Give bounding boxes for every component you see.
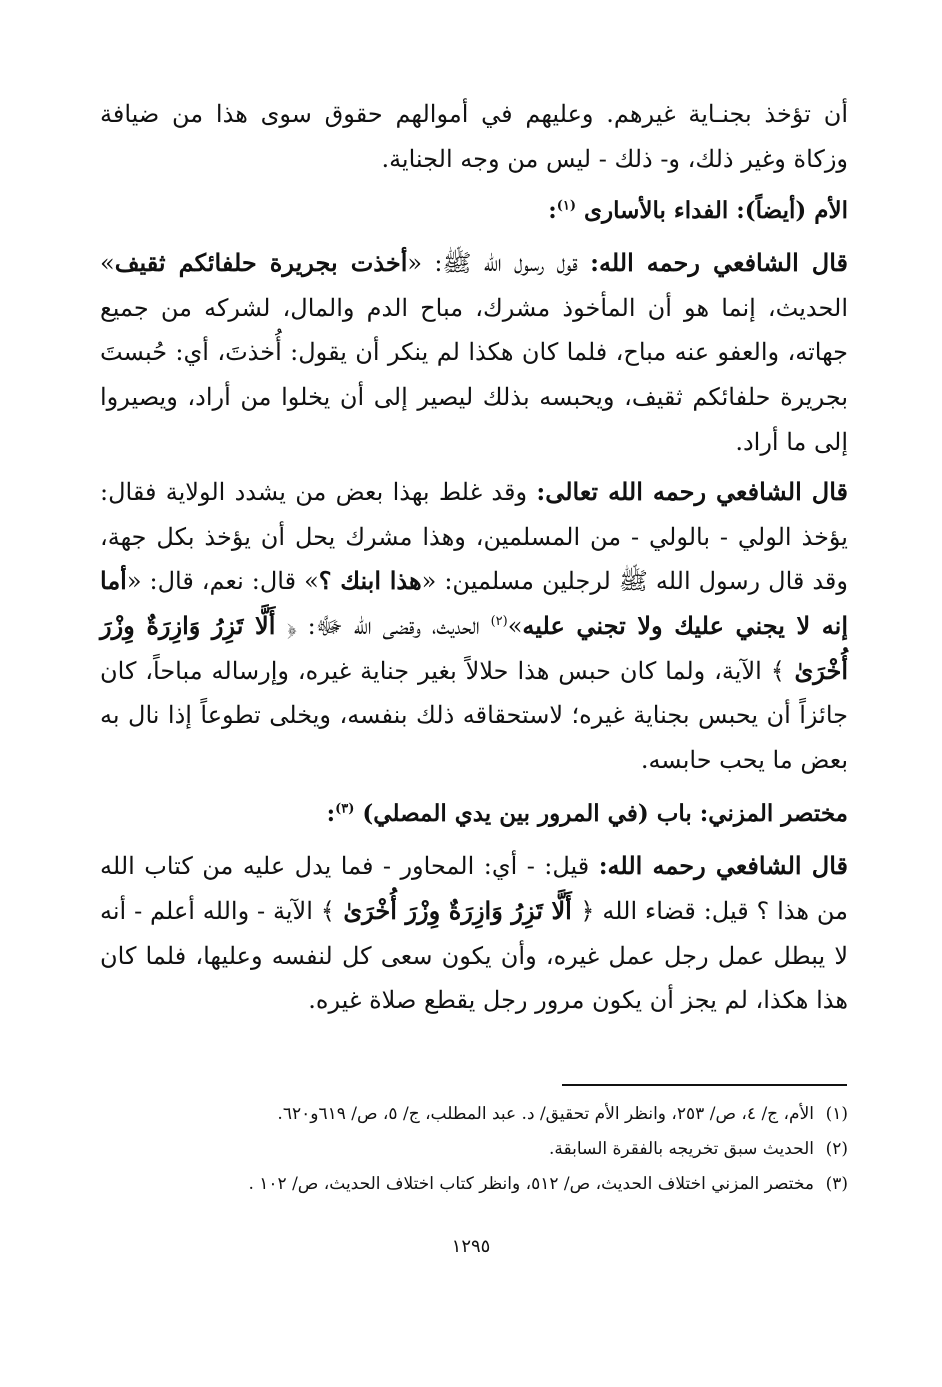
footnote-ref-3: (٣) <box>335 801 355 817</box>
footnote-2 <box>100 1132 848 1167</box>
footnote-1 <box>100 1097 848 1132</box>
heading-colon: : <box>548 197 557 225</box>
paragraph-4 <box>100 844 848 1022</box>
heading-text: الأم (أيضاً): الفداء بالأسارى <box>584 197 848 225</box>
footnote-text: مختصر المزني اختلاف الحديث، ص/ ٥١٢، وانظر كتاب اختلاف الحديث، ص/ ١٠٢ . <box>248 1174 814 1194</box>
paragraph-text: » الحديث، إنما هو أن المأخوذ مشرك، مباح الدم والمال، لشركه من جميع جهاته، والعفو عنه مباح، فلما كان هكذا لم ينكر أن يقول: أُخذتَ، أي: حُبستَ بجريرة حلفائكم ثقيف، ويحبسه بذلك ليصير إلى أن يخلوا من أراد، ويصيروا إلى ما أراد. <box>100 249 848 456</box>
footnote-number: (٣) <box>825 1174 848 1194</box>
heading-muzani-passing <box>100 792 848 836</box>
paragraph-text: » <box>507 611 523 640</box>
paragraph-text: وقد غلط بهذا بعض من يشدد الولاية فقال: يؤخذ الولي - بالولي - من المسلمين، وهذا مشرك يحل أن يؤخذ بكل جهة، وقد قال رسول الله ﷺ لرجلين مسلمين: « <box>100 478 848 596</box>
paragraph-text: الحديث، وقضى الله ﷻ: ﴿ <box>286 611 491 640</box>
footnote-ref-2: (٢) <box>490 613 508 629</box>
hadith-quote: هذا ابنك ؟ <box>318 566 422 596</box>
paragraph-text: قيل: - أي: المحاور - فما يدل عليه من كتاب الله من هذا ؟ قيل: قضاء الله ﴿ <box>100 852 848 925</box>
paragraph-text: قول رسول الله ﷺ: « <box>407 249 591 278</box>
footnote-text: الحديث سبق تخريجه بالفقرة السابقة. <box>549 1139 814 1159</box>
footnote-number: (٢) <box>825 1139 848 1159</box>
paragraph-text: ﴾ الآية - والله أعلم - أنه لا يبطل عمل رجل عمل غيره، وأن يكون سعى كل لنفسه وعليها، فلما كان هذا هكذا، لم يجز أن يكون مرور رجل يقطع صلاة غيره. <box>100 896 848 1015</box>
footnote-ref-1: (١) <box>556 198 576 214</box>
paragraph-text: » قال: نعم، قال: « <box>126 567 319 596</box>
heading-al-umm-ransom <box>100 189 848 233</box>
quran-verse: أَلَّا تَزِرُ وَازِرَةٌ وِزْرَ أُخْرَىٰ <box>334 895 581 925</box>
speaker-label: قال الشافعي رحمه الله تعالى: <box>536 477 848 507</box>
footnote-3 <box>100 1167 848 1202</box>
heading-text: مختصر المزني: باب (في المرور بين يدي المصلي) <box>362 800 848 828</box>
page-number: ١٢٩٥ <box>451 1236 491 1257</box>
paragraph-2 <box>100 241 848 464</box>
speaker-label: قال الشافعي رحمه الله: <box>590 248 848 278</box>
quran-verse: أَلَّا تَزِرُ وَازِرَةٌ وِزْرَ أُخْرَىٰ <box>100 610 848 685</box>
speaker-label: قال الشافعي رحمه الله: <box>598 851 848 881</box>
page-body <box>100 92 848 1023</box>
footnote-text: الأم، ج/ ٤، ص/ ٢٥٣، وانظر الأم تحقيق/ د. عبد المطلب، ج/ ٥، ص/ ٦١٩و٦٢٠. <box>277 1104 814 1124</box>
footnote-number: (١) <box>825 1104 848 1124</box>
paragraph-text: ﴾ الآية، ولما كان حبس هذا حلالاً بغير جناية غيره، وإرساله مباحاً، كان جائزاً أن يحبس بجناية غيره؛ لاستحقاقه ذلك بنفسه، ويخلى تطوعاً إذا نال به بعض ما يحب حابسه. <box>100 656 848 774</box>
heading-colon: : <box>326 800 336 828</box>
hadith-quote: أخذت بجريرة حلفائكم ثقيف <box>114 248 408 278</box>
footnotes <box>100 1097 848 1202</box>
paragraph-1: أن تؤخذ بجنـاية غيرهم. وعليهم في أموالهم حقوق سوى هذا من ضيافة وزكاة وغير ذلك، و- ذلك - ليس من وجه الجناية. <box>100 100 848 173</box>
hadith-quote: أما إنه لا يجني عليك ولا تجني عليه <box>100 566 848 640</box>
footnote-divider <box>562 1084 847 1086</box>
paragraph-3 <box>100 470 848 782</box>
